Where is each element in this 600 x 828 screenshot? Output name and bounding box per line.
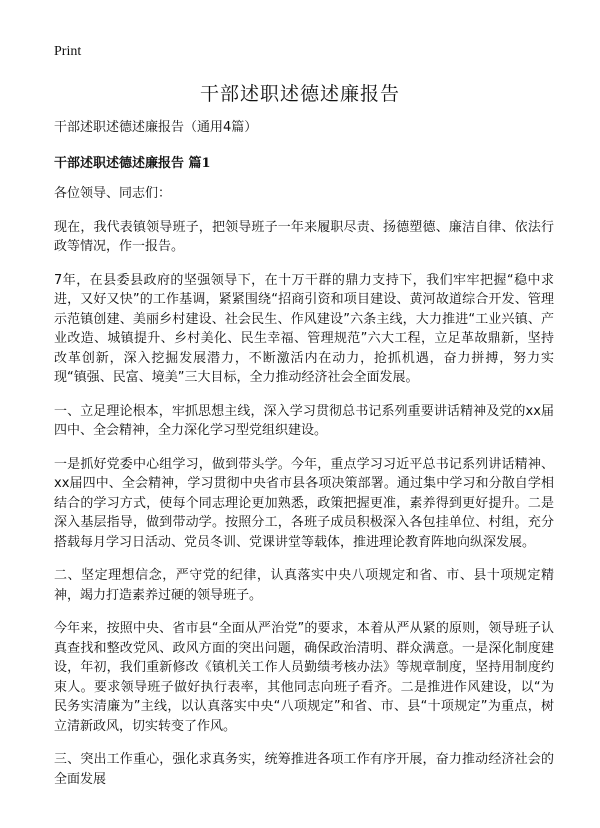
document-body [54, 118, 554, 803]
paragraph: 三、突出工作重心，强化求真务实，统筹推进各项工作有序开展，奋力推动经济社会的全面发展 [54, 752, 554, 787]
paragraph: 二、坚定理想信念，严守党的纪律，认真落实中央八项规定和省、市、县十项规定精神，竭力打造素养过硬的领导班子。 [54, 568, 554, 603]
print-link[interactable]: Print [54, 44, 82, 59]
paragraph: 一是抓好党委中心组学习，做到带头学。今年，重点学习习近平总书记系列讲话精神、xx届四中、全会精神，学习贯彻中央省市县各项决策部署。通过集中学习和分散自学相结合的学习方式，使每个同志理论更加熟悉，政策把握更准，素养得到更好提升。二是深入基层指导，做到带动学。按照分工，各班子成员积极深入各包挂单位、村组，充分搭载每月学习日活动、党员冬训、党课讲堂等载体，推进理论教育阵地向纵深发展。 [54, 456, 554, 550]
paragraph: 一、立足理论根本，牢抓思想主线，深入学习贯彻总书记系列重要讲话精神及党的xx届四中、全会精神，全力深化学习型党组织建设。 [54, 403, 554, 438]
paragraph: 今年来，按照中央、省市县“全面从严治党”的要求，本着从严从紧的原则，领导班子认真查找和整改党风、政风方面的突出问题，确保政治清明、群众满意。一是深化制度建设，年初，我们重新修改《镇机关工作人员勤绩考核办法》等规章制度，坚持用制度约束人。要求领导班子做好执行表率，其他同志向班子看齐。二是推进作风建设，以“为民务实清廉为”主线，以认真落实中央“八项规定”和省、市、县“十项规定”为重点，树立清新政风，切实转变了作风。 [54, 621, 554, 734]
paragraph: 7年，在县委县政府的坚强领导下，在十万干群的鼎力支持下，我们牢牢把握“稳中求进，又好又快”的工作基调，紧紧围绕“招商引资和项目建设、黄河故道综合开发、管理示范镇创建、美丽乡村建设、社会民生、作风建设”六条主线，大力推进“工业兴镇、产业改造、城镇提升、乡村美化、民生幸福、管理规范”六大工程，立足革故鼎新，坚持改革创新，深入挖掘发展潜力，不断激活内在动力，抢抓机遇，奋力拼搏，努力实现“镇强、民富、境美”三大目标，全力推动经济社会全面发展。 [54, 272, 554, 385]
section-heading: 干部述职述德述廉报告 篇1 [54, 155, 211, 171]
document-subtitle: 干部述职述德述廉报告（通用4篇） [54, 120, 258, 135]
paragraph: 现在，我代表镇领导班子，把领导班子一年来履职尽责、扬德塑德、廉洁自律、依法行政等情况，作一报告。 [54, 219, 554, 254]
page-title: 干部述职述德述廉报告 [199, 83, 400, 105]
greeting: 各位领导、同志们： [54, 186, 172, 201]
